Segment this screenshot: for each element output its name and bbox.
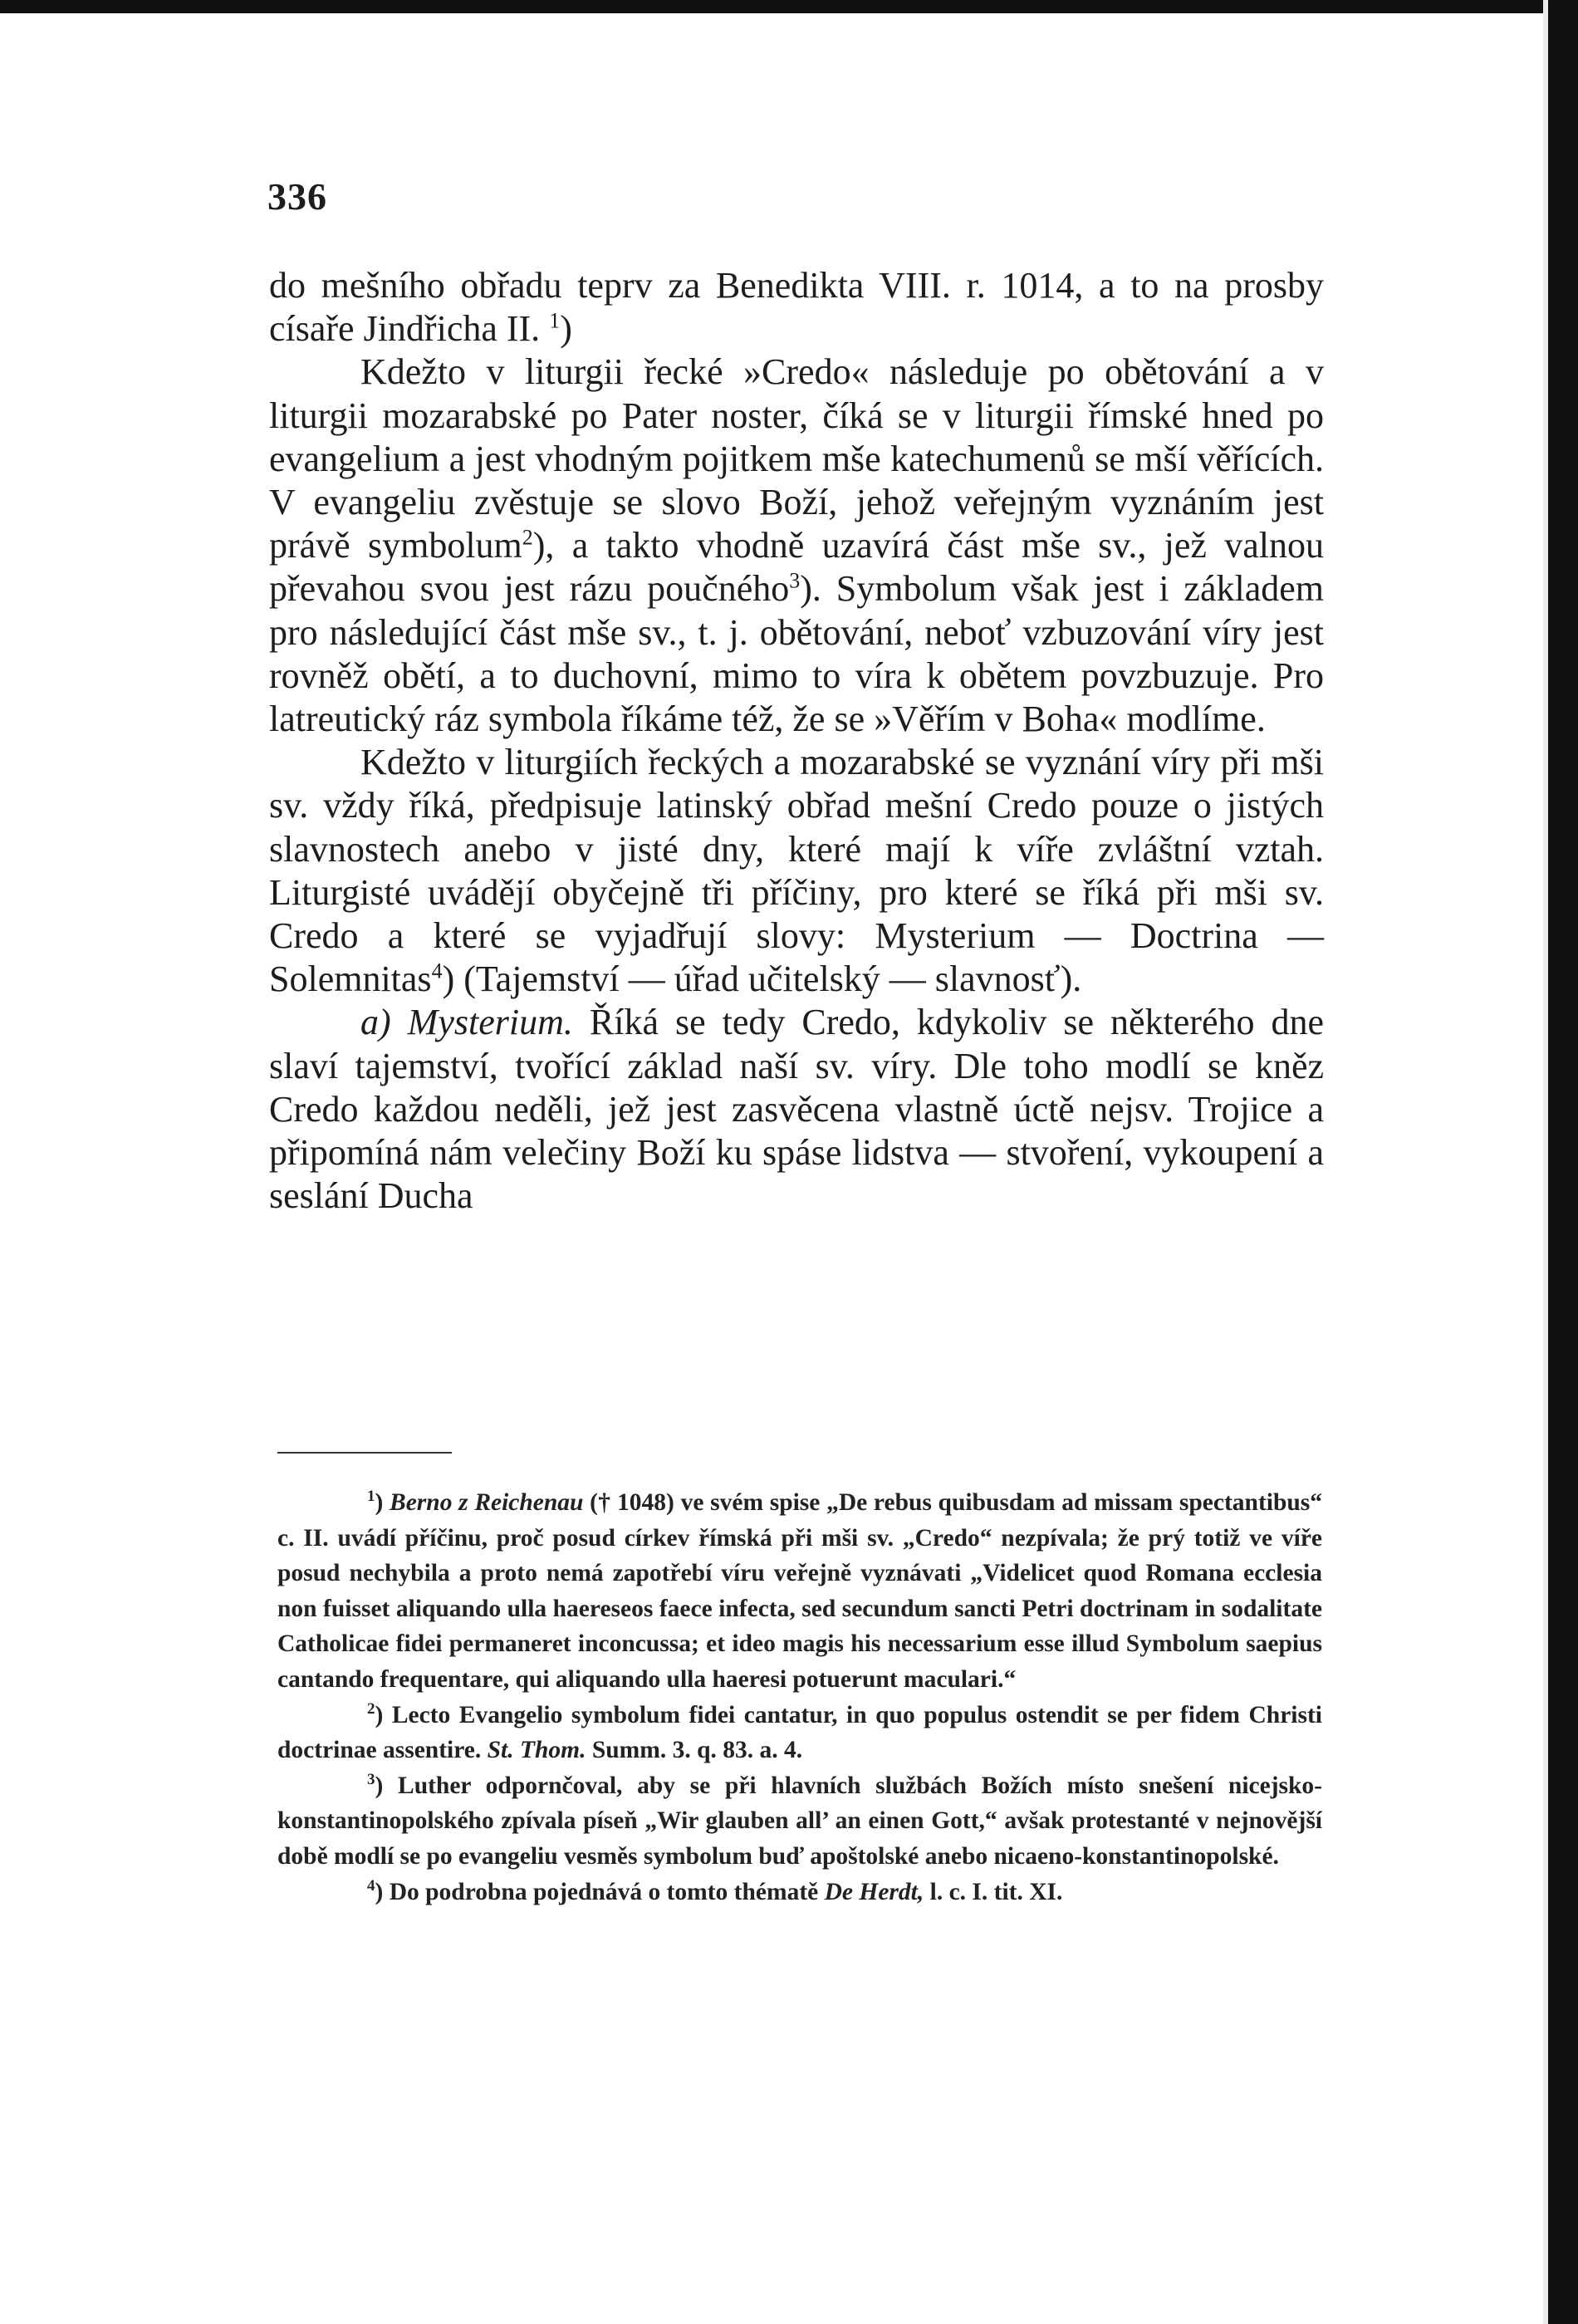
paragraph-4 [269,1001,1324,1218]
paragraph-3 [269,741,1324,1001]
footnote-separator [277,1452,452,1454]
footnote-2-mark: 2 [367,1699,375,1718]
paragraph-1 [269,264,1324,351]
footnote-1: $^1$) Berno z Reichenau († 1048) ve svém spise „De rebus quibusdam ad missam spectantibus“ c. II. uvádí příčinu, proč posud církev římská při mši sv. „Credo“ nezpívala; že prý totiž ve víře posud nechybila a proto nemá zapotřebí víru veřejně vyznávati „Videlicet quod Romana ecclesia non fuisset aliquando ulla haereseos faece infecta, sed secundum sancti Petri doctrinam in sodalitate Catholicae fidei permaneret inconcussa; et ideo magis his necessarium esse illud Symbolum saepius cantando frequentare, qui aliquando ulla haeresi potuerunt maculari.“ [277,1488,1323,1693]
paragraph-2-text-a: Kdežto v liturgii řecké »Credo« následuje po obětování a v liturgii mozarabské po Pater noster, číká se v liturgii římské hned po evangelium a jest vhodným pojitkem mše katechumenů se mší věřících. V evangeliu zvěstuje se slovo Boží, jehož veřejným vyznáním jest právě symbolum [269,351,1324,566]
paragraph-4-text: Říká se tedy Credo, kdykoliv se některého dne slaví tajemství, tvořící základ naší sv. víry. Dle toho modlí se kněz Credo každou neděli, jež jest zasvěcena vlastně úctě nejsv. Trojice a připomíná nám velečiny Boží ku spáse lidstva — stvoření, vykoupení a seslání Ducha [269,1002,1325,1217]
footnote-2-ref: St. Thom. [487,1737,586,1764]
paragraph-1-end: ) [560,308,572,350]
page-number: 336 [267,175,327,218]
footnote-ref-2: 2 [522,525,533,550]
footnote-2-tail: Summ. 3. q. 83. a. 4. [591,1737,803,1764]
footnote-3-mark: 3 [367,1770,375,1788]
footnote-1-text: († 1048) ve svém spise „De rebus quibusdam ad missam spectantibus“ c. II. uvádí příčinu, proč posud církev římská při mši sv. „Credo“ nezpívala; že prý totiž ve víře posud nechybila a proto nemá zapotřebí víru veřejně vyznávati „Videlicet quod Romana ecclesia non fuisset aliquando ulla haereseos faece infecta, sed secundum sancti Petri doctrinam in sodalitate Catholicae fidei permaneret inconcussa; et ideo magis his necessarium esse illud Symbolum saepius cantando frequentare, qui aliquando ulla haeresi potuerunt maculari.“ [277,1489,1323,1693]
footnote-3-text: Luther odpornčoval, aby se při hlavních službách Božích místo snešení nicejsko-konstantinopolského zpívala píseň „Wir glauben all’ an einen Gott,“ avšak protestanté v nejnovější době modlí se po evangeliu vesměs symbolum buď apoštolské anebo nicaeno-konstantinopolské. [277,1772,1322,1870]
footnote-2-text: Lecto Evangelio symbolum fidei cantatur, in quo populus ostendit se per fidem Christi doctrinae assentire. [277,1701,1322,1764]
footnote-2: $^2$) Lecto Evangelio symbolum fidei cantatur, in quo populus ostendit se per fidem Christi doctrinae assentire. St. Thom. Summ. 3. q. 83. a. 4. [277,1699,1322,1764]
footnote-3: $^3$) Luther odpornčoval, aby se při hlavních službách Božích místo snešení nicejsko-konstantinopolského zpívala píseň „Wir glauben all’ an einen Gott,“ avšak protestanté v nejnovější době modlí se po evangeliu vesměs symbolum buď apoštolské anebo nicaeno-konstantinopolské. [277,1770,1322,1870]
scan-border-right [1548,0,1578,2324]
paragraph-4-term: Mysterium. [407,1002,573,1043]
footnote-4-text: Do podrobna pojednává o tomto thématě [389,1878,819,1905]
paragraph-4-label: a) [360,1002,391,1043]
paragraph-3-text-b: ) (Tajemství — úřad učitelský — slavnosť). [442,959,1082,1000]
footnote-4-tail: l. c. I. tit. XI. [929,1878,1063,1905]
footnote-ref-3: 3 [789,568,801,593]
footnote-4-ref: De Herdt, [824,1878,924,1905]
footnote-ref-1: 1 [549,308,561,333]
paragraph-2-text-c: ). Symbolum však jest i základem pro následující část mše sv., t. j. obětování, neboť vzbuzování víry jest rovněž obětí, a to duchovní, mimo to víra k obětem povzbuzuje. Pro latreutický ráz symbola říkáme též, že se »Věřím v Boha« modlíme. [269,568,1324,740]
paragraph-2-text-b: ), a takto vhodně uzavírá část mše sv., jež valnou převahou svou jest rázu poučného [269,525,1324,610]
footnote-4-mark: 4 [367,1876,375,1895]
scan-border-top [0,0,1578,13]
paragraph-2 [269,351,1324,741]
paragraph-1-text: do mešního obřadu teprv za Benedikta VIII. r. 1014, a to na prosby císaře Jindřicha II. [269,265,1324,350]
paragraph-3-text-a: Kdežto v liturgiích řeckých a mozarabské se vyznání víry při mši sv. vždy říká, předpisuje latinský obřad mešní Credo pouze o jistých slavnostech anebo v jisté dny, které mají k víře zvláštní vztah. Liturgisté uvádějí obyčejně tři příčiny, pro které se říká při mši sv. Credo a které se vyjadřují slovy: Mysterium — Doctrina — Solemnitas [269,742,1324,1000]
footnote-1-author: Berno z Reichenau [390,1489,584,1516]
footnotes [277,1485,1322,1910]
footnote-ref-4: 4 [431,959,443,983]
footnote-4: $^4$) Do podrobna pojednává o tomto thématě De Herdt, l. c. I. tit. XI. [367,1876,1063,1905]
body-text [269,264,1324,1218]
footnote-1-mark: 1 [367,1488,375,1506]
